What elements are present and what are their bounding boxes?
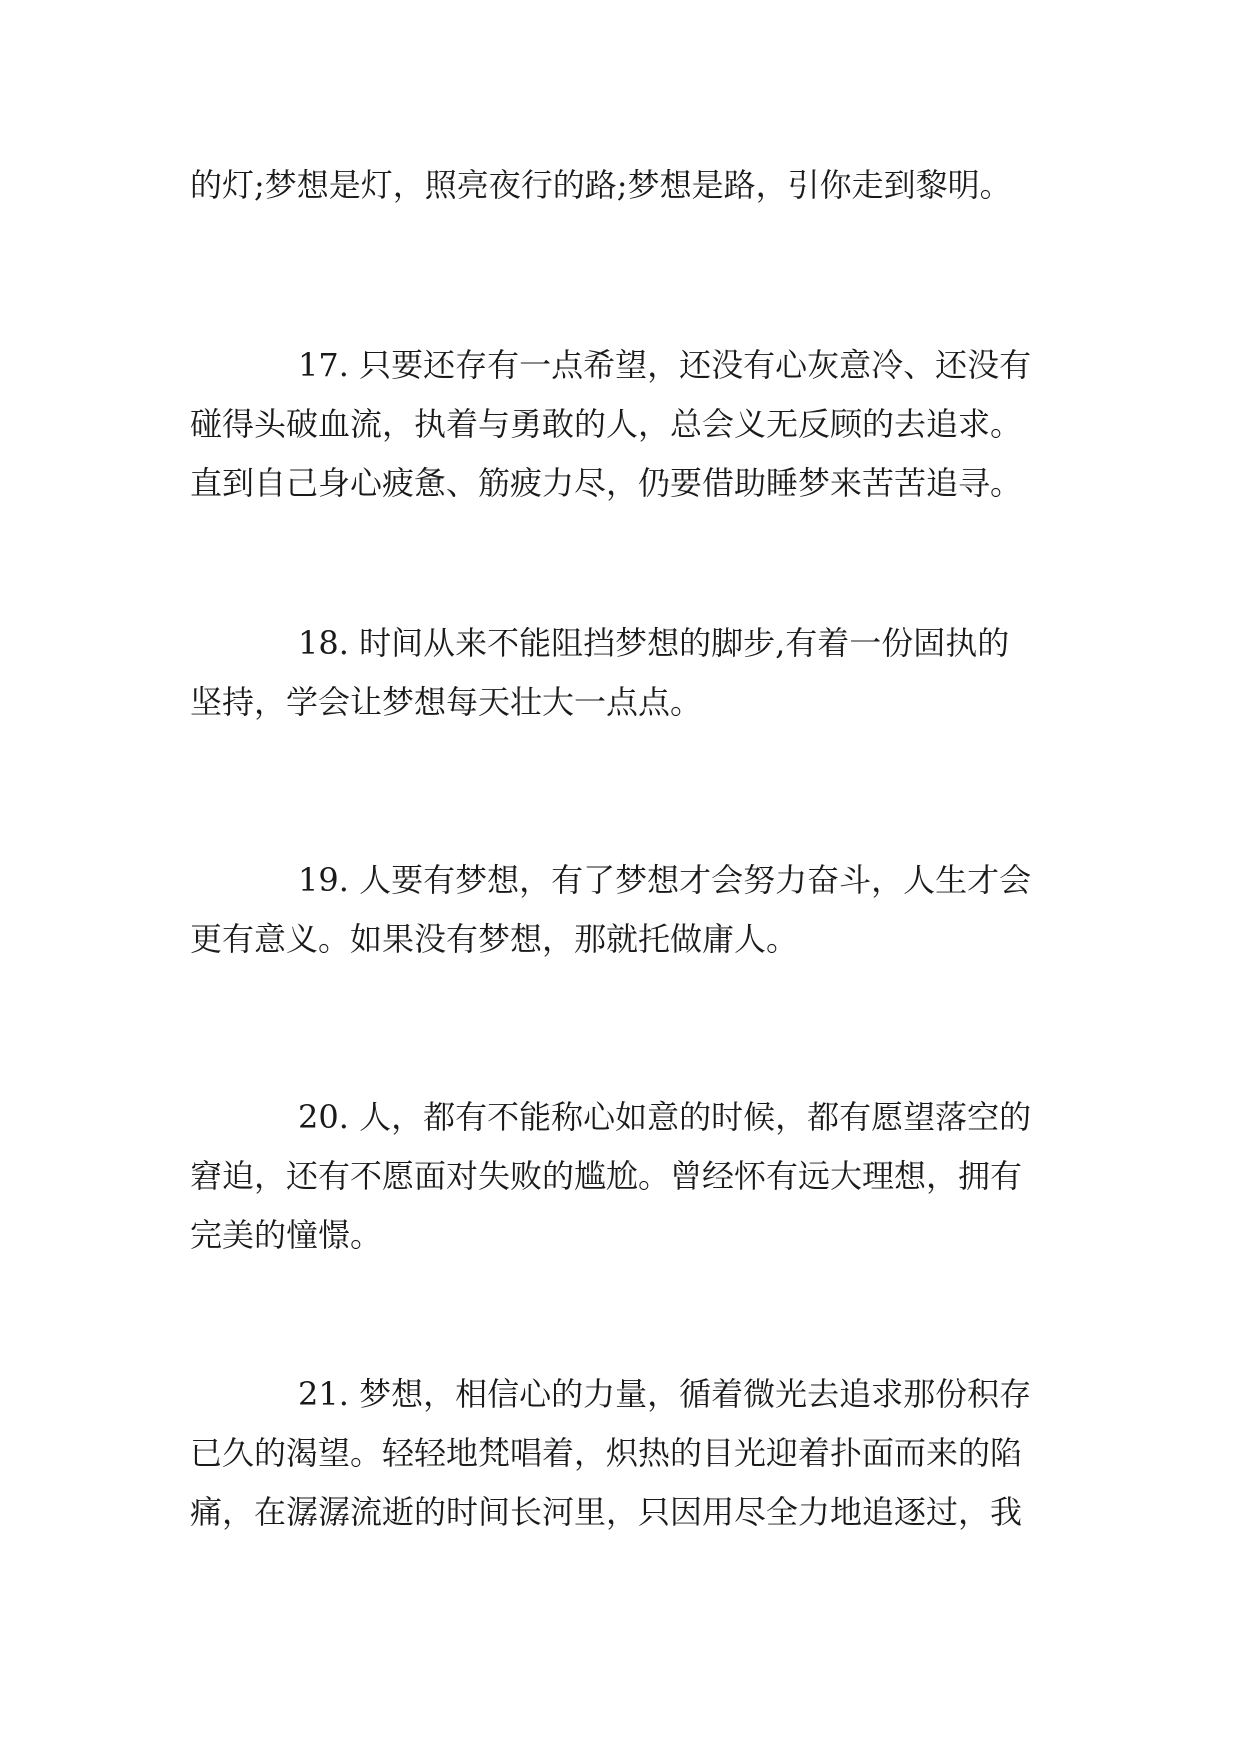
- item-17-line-1: 17. 只要还存有一点希望，还没有心灰意冷、还没有: [298, 346, 1032, 384]
- item-21-line-1: 21. 梦想，相信心的力量，循着微光去追求那份积存: [298, 1375, 1032, 1413]
- item-20-line-1: 20. 人，都有不能称心如意的时候，都有愿望落空的: [298, 1098, 1032, 1136]
- item-18-line-1: 18. 时间从来不能阻挡梦想的脚步,有着一份固执的: [298, 624, 1010, 662]
- item-19-line-2: 更有意义。如果没有梦想，那就托做庸人。: [190, 920, 799, 958]
- item-20-line-3: 完美的憧憬。: [190, 1216, 383, 1254]
- text-line: 的灯;梦想是灯，照亮夜行的路;梦想是路，引你走到黎明。: [190, 166, 1012, 204]
- item-21-line-3: 痛，在潺潺流逝的时间长河里，只因用尽全力地追逐过，我: [190, 1493, 1023, 1531]
- item-20-line-2: 窘迫，还有不愿面对失败的尴尬。曾经怀有远大理想，拥有: [190, 1157, 1023, 1195]
- item-17-line-3: 直到自己身心疲惫、筋疲力尽，仍要借助睡梦来苦苦追寻。: [190, 464, 1023, 502]
- item-17-line-2: 碰得头破血流，执着与勇敢的人，总会义无反顾的去追求。: [190, 405, 1023, 443]
- item-21-line-2: 已久的渴望。轻轻地梵唱着，炽热的目光迎着扑面而来的陷: [190, 1434, 1023, 1472]
- item-18-line-2: 坚持，学会让梦想每天壮大一点点。: [190, 683, 703, 721]
- item-19-line-1: 19. 人要有梦想，有了梦想才会努力奋斗，人生才会: [298, 861, 1032, 899]
